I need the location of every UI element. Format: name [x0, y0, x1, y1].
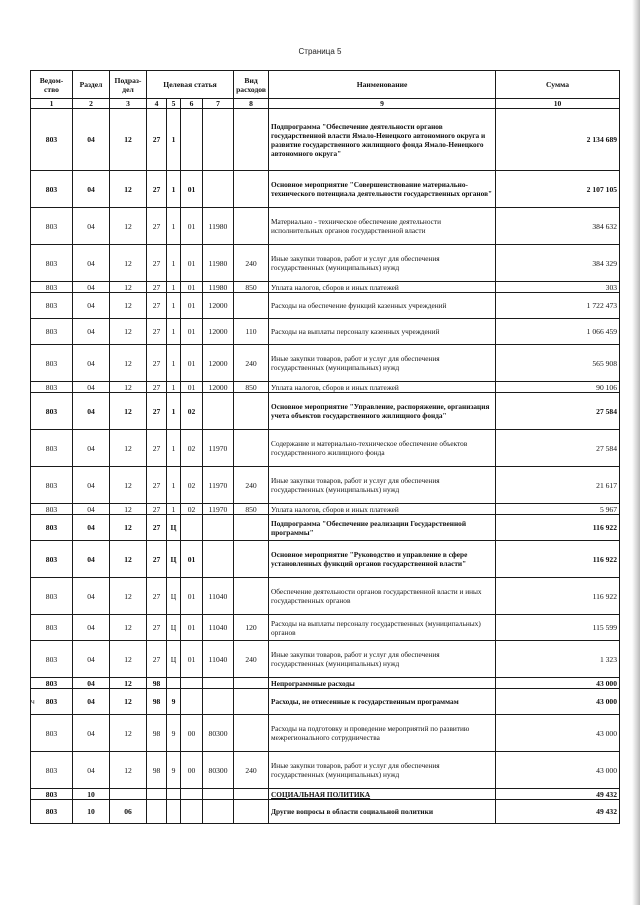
vedomstvo-cell: 803	[31, 208, 73, 245]
vid-rashodov-cell	[234, 293, 269, 319]
vedomstvo-cell: 803	[31, 393, 73, 430]
table-row	[31, 789, 620, 800]
podrazdel-cell: 12	[110, 641, 147, 678]
column-number: 7	[203, 99, 234, 109]
celevaya-part1-cell: 27	[147, 171, 167, 208]
podrazdel-cell: 12	[110, 467, 147, 504]
celevaya-part3-cell: 01	[181, 282, 203, 293]
razdel-cell: 04	[73, 245, 110, 282]
naimenovanie-cell: Расходы, не отнесенные к государственным программам	[269, 689, 496, 715]
celevaya-part3-cell: 01	[181, 319, 203, 345]
naimenovanie-cell: Иные закупки товаров, работ и услуг для обеспечения государственных (муниципальных) нужд	[269, 641, 496, 678]
summa-cell: 1 722 473	[496, 293, 620, 319]
summa-cell: 384 329	[496, 245, 620, 282]
celevaya-part4-cell: 11970	[203, 430, 234, 467]
column-number-row	[31, 99, 620, 109]
table-row	[31, 578, 620, 615]
summa-cell: 384 632	[496, 208, 620, 245]
vedomstvo-cell: 803	[31, 345, 73, 382]
table-row	[31, 504, 620, 515]
vedomstvo-cell: 803	[31, 319, 73, 345]
naimenovanie-cell: Уплата налогов, сборов и иных платежей	[269, 382, 496, 393]
margin-mark: ч	[31, 699, 35, 706]
podrazdel-cell: 12	[110, 541, 147, 578]
summa-cell: 116 922	[496, 515, 620, 541]
celevaya-part4-cell: 80300	[203, 715, 234, 752]
celevaya-part4-cell	[203, 689, 234, 715]
summa-cell: 5 967	[496, 504, 620, 515]
table-row	[31, 430, 620, 467]
podrazdel-cell	[110, 789, 147, 800]
celevaya-part3-cell	[181, 689, 203, 715]
razdel-cell: 04	[73, 515, 110, 541]
celevaya-part2-cell	[167, 800, 181, 824]
naimenovanie-cell: Расходы на подготовку и проведение мероприятий по развитию межрегионального сотрудничества	[269, 715, 496, 752]
summa-cell: 43 000	[496, 715, 620, 752]
header-razdel: Раздел	[73, 71, 110, 99]
celevaya-part1-cell: 27	[147, 208, 167, 245]
podrazdel-cell: 12	[110, 515, 147, 541]
celevaya-part2-cell: 1	[167, 430, 181, 467]
summa-cell: 115 599	[496, 615, 620, 641]
vid-rashodov-cell	[234, 689, 269, 715]
naimenovanie-cell: Иные закупки товаров, работ и услуг для обеспечения государственных (муниципальных) нужд	[269, 467, 496, 504]
celevaya-part4-cell: 11970	[203, 467, 234, 504]
summa-cell: 49 432	[496, 800, 620, 824]
table-row	[31, 800, 620, 824]
summa-cell: 565 908	[496, 345, 620, 382]
vedomstvo-cell: 803	[31, 293, 73, 319]
vid-rashodov-cell	[234, 800, 269, 824]
table-row	[31, 319, 620, 345]
podrazdel-cell: 12	[110, 689, 147, 715]
table-row	[31, 689, 620, 715]
header-celevaya-statya: Целевая статья	[147, 71, 234, 99]
celevaya-part1-cell: 27	[147, 319, 167, 345]
razdel-cell: 04	[73, 715, 110, 752]
vedomstvo-cell: 803	[31, 641, 73, 678]
celevaya-part2-cell: 1	[167, 504, 181, 515]
celevaya-part2-cell: 1	[167, 293, 181, 319]
column-number: 9	[269, 99, 496, 109]
podrazdel-cell: 12	[110, 393, 147, 430]
razdel-cell: 10	[73, 789, 110, 800]
naimenovanie-cell: Основное мероприятие "Совершенствование материально-технического потенциала деятельности государственных органов"	[269, 171, 496, 208]
naimenovanie-cell: Основное мероприятие "Управление, распоряжение, организация учета объектов государственного жилищного фонда"	[269, 393, 496, 430]
celevaya-part2-cell: 1	[167, 171, 181, 208]
celevaya-part2-cell: 1	[167, 467, 181, 504]
summa-cell: 49 432	[496, 789, 620, 800]
celevaya-part4-cell: 11040	[203, 615, 234, 641]
celevaya-part3-cell: 01	[181, 541, 203, 578]
celevaya-part1-cell: 27	[147, 515, 167, 541]
vid-rashodov-cell	[234, 208, 269, 245]
podrazdel-cell: 12	[110, 109, 147, 171]
razdel-cell: 04	[73, 578, 110, 615]
celevaya-part2-cell: 1	[167, 245, 181, 282]
celevaya-part3-cell	[181, 109, 203, 171]
celevaya-part1-cell: 27	[147, 293, 167, 319]
celevaya-part4-cell: 11970	[203, 504, 234, 515]
vedomstvo-cell: 803	[31, 430, 73, 467]
celevaya-part3-cell: 01	[181, 615, 203, 641]
celevaya-part1-cell: 27	[147, 282, 167, 293]
celevaya-part3-cell: 01	[181, 245, 203, 282]
vedomstvo-cell: 803	[31, 752, 73, 789]
celevaya-part4-cell: 11040	[203, 578, 234, 615]
razdel-cell: 04	[73, 541, 110, 578]
table-row	[31, 208, 620, 245]
vid-rashodov-cell: 120	[234, 615, 269, 641]
vedomstvo-cell: 803	[31, 245, 73, 282]
razdel-cell: 04	[73, 345, 110, 382]
podrazdel-cell: 12	[110, 430, 147, 467]
celevaya-part2-cell	[167, 678, 181, 689]
razdel-cell: 04	[73, 109, 110, 171]
celevaya-part2-cell: Ц	[167, 615, 181, 641]
naimenovanie-cell: Расходы на выплаты персоналу казенных учреждений	[269, 319, 496, 345]
column-number: 5	[167, 99, 181, 109]
table-row	[31, 282, 620, 293]
vid-rashodov-cell	[234, 430, 269, 467]
vid-rashodov-cell: 240	[234, 245, 269, 282]
celevaya-part4-cell	[203, 789, 234, 800]
table-row	[31, 678, 620, 689]
celevaya-part1-cell: 27	[147, 345, 167, 382]
vedomstvo-cell: 803	[31, 715, 73, 752]
podrazdel-cell: 12	[110, 504, 147, 515]
vid-rashodov-cell	[234, 171, 269, 208]
celevaya-part2-cell: 1	[167, 393, 181, 430]
celevaya-part2-cell: 1	[167, 282, 181, 293]
celevaya-part2-cell: Ц	[167, 541, 181, 578]
podrazdel-cell: 12	[110, 171, 147, 208]
razdel-cell: 04	[73, 467, 110, 504]
summa-cell: 2 134 689	[496, 109, 620, 171]
celevaya-part4-cell	[203, 515, 234, 541]
vedomstvo-cell: 803	[31, 171, 73, 208]
vid-rashodov-cell	[234, 715, 269, 752]
vedomstvo-cell: 803	[31, 504, 73, 515]
celevaya-part1-cell: 98	[147, 752, 167, 789]
celevaya-part4-cell	[203, 171, 234, 208]
celevaya-part3-cell: 01	[181, 171, 203, 208]
celevaya-part3-cell: 02	[181, 504, 203, 515]
summa-cell: 27 584	[496, 430, 620, 467]
podrazdel-cell: 12	[110, 678, 147, 689]
razdel-cell: 04	[73, 393, 110, 430]
celevaya-part1-cell: 27	[147, 504, 167, 515]
razdel-cell: 04	[73, 430, 110, 467]
podrazdel-cell: 12	[110, 345, 147, 382]
celevaya-part1-cell	[147, 789, 167, 800]
header-podrazdel: Подраз-дел	[110, 71, 147, 99]
celevaya-part1-cell: 27	[147, 578, 167, 615]
celevaya-part2-cell: Ц	[167, 641, 181, 678]
podrazdel-cell: 12	[110, 282, 147, 293]
table-row	[31, 715, 620, 752]
budget-table	[30, 70, 620, 824]
vedomstvo-cell: 803	[31, 678, 73, 689]
summa-cell: 43 000	[496, 689, 620, 715]
celevaya-part4-cell	[203, 393, 234, 430]
celevaya-part3-cell: 00	[181, 715, 203, 752]
podrazdel-cell: 12	[110, 382, 147, 393]
vedomstvo-cell: 803	[31, 615, 73, 641]
razdel-cell: 04	[73, 678, 110, 689]
razdel-cell: 04	[73, 641, 110, 678]
naimenovanie-cell: Непрограммные расходы	[269, 678, 496, 689]
table-row	[31, 171, 620, 208]
celevaya-part1-cell: 98	[147, 689, 167, 715]
vid-rashodov-cell: 240	[234, 641, 269, 678]
summa-cell: 27 584	[496, 393, 620, 430]
vedomstvo-cell: 803	[31, 689, 73, 715]
podrazdel-cell: 12	[110, 715, 147, 752]
celevaya-part4-cell	[203, 678, 234, 689]
table-row	[31, 245, 620, 282]
column-number: 4	[147, 99, 167, 109]
podrazdel-cell: 12	[110, 245, 147, 282]
table-row	[31, 382, 620, 393]
celevaya-part1-cell	[147, 800, 167, 824]
vid-rashodov-cell	[234, 541, 269, 578]
celevaya-part4-cell: 11980	[203, 208, 234, 245]
vid-rashodov-cell: 240	[234, 752, 269, 789]
podrazdel-cell: 12	[110, 578, 147, 615]
header-summa: Сумма	[496, 71, 620, 99]
celevaya-part2-cell: 1	[167, 109, 181, 171]
celevaya-part4-cell: 80300	[203, 752, 234, 789]
celevaya-part1-cell: 27	[147, 393, 167, 430]
vid-rashodov-cell: 240	[234, 345, 269, 382]
column-number: 10	[496, 99, 620, 109]
podrazdel-cell: 12	[110, 615, 147, 641]
naimenovanie-cell: Содержание и материально-техническое обеспечение объектов государственного жилищного фонда	[269, 430, 496, 467]
celevaya-part1-cell: 98	[147, 678, 167, 689]
vid-rashodov-cell: 850	[234, 382, 269, 393]
vedomstvo-cell: 803	[31, 789, 73, 800]
summa-cell: 90 106	[496, 382, 620, 393]
table-row	[31, 109, 620, 171]
vedomstvo-cell: 803	[31, 282, 73, 293]
summa-cell: 43 000	[496, 752, 620, 789]
celevaya-part2-cell	[167, 789, 181, 800]
celevaya-part2-cell: 1	[167, 382, 181, 393]
naimenovanie-cell: Подпрограмма "Обеспечение реализации Государственной программы"	[269, 515, 496, 541]
table-row	[31, 293, 620, 319]
table-row	[31, 345, 620, 382]
column-number: 2	[73, 99, 110, 109]
celevaya-part3-cell: 01	[181, 382, 203, 393]
page-number: Страница 5	[298, 47, 342, 56]
scan-edge-shadow	[632, 0, 640, 905]
summa-cell: 2 107 105	[496, 171, 620, 208]
naimenovanie-cell: Обеспечение деятельности органов государственной власти и иных государственных органов	[269, 578, 496, 615]
celevaya-part1-cell: 27	[147, 109, 167, 171]
razdel-cell: 04	[73, 689, 110, 715]
summa-cell: 116 922	[496, 541, 620, 578]
vid-rashodov-cell: 240	[234, 467, 269, 504]
razdel-cell: 04	[73, 282, 110, 293]
naimenovanie-cell: Другие вопросы в области социальной политики	[269, 800, 496, 824]
razdel-cell: 04	[73, 319, 110, 345]
vedomstvo-cell: 803	[31, 382, 73, 393]
celevaya-part1-cell: 98	[147, 715, 167, 752]
podrazdel-cell: 12	[110, 293, 147, 319]
razdel-cell: 10	[73, 800, 110, 824]
summa-cell: 43 000	[496, 678, 620, 689]
naimenovanie-cell: Иные закупки товаров, работ и услуг для обеспечения государственных (муниципальных) нужд	[269, 752, 496, 789]
header-vid-rashodov: Вид расходов	[234, 71, 269, 99]
column-number: 6	[181, 99, 203, 109]
celevaya-part3-cell: 00	[181, 752, 203, 789]
celevaya-part2-cell: 1	[167, 345, 181, 382]
vedomstvo-cell: 803	[31, 515, 73, 541]
celevaya-part4-cell	[203, 800, 234, 824]
vid-rashodov-cell: 850	[234, 504, 269, 515]
vid-rashodov-cell	[234, 678, 269, 689]
naimenovanie-cell: Уплата налогов, сборов и иных платежей	[269, 504, 496, 515]
celevaya-part3-cell: 01	[181, 208, 203, 245]
table-row	[31, 641, 620, 678]
header-vedomstvo: Ведом-ство	[31, 71, 73, 99]
razdel-cell: 04	[73, 208, 110, 245]
header-row	[31, 71, 620, 99]
celevaya-part1-cell: 27	[147, 615, 167, 641]
table-body	[31, 109, 620, 824]
celevaya-part3-cell	[181, 678, 203, 689]
table-row	[31, 393, 620, 430]
summa-cell: 1 323	[496, 641, 620, 678]
vedomstvo-cell: 803	[31, 541, 73, 578]
vedomstvo-cell: 803	[31, 800, 73, 824]
celevaya-part4-cell: 12000	[203, 319, 234, 345]
celevaya-part4-cell: 12000	[203, 345, 234, 382]
naimenovanie-cell: Основное мероприятие "Руководство и управление в сфере установленных функций органов государственной власти"	[269, 541, 496, 578]
vid-rashodov-cell: 850	[234, 282, 269, 293]
celevaya-part4-cell: 12000	[203, 382, 234, 393]
celevaya-part2-cell: 1	[167, 208, 181, 245]
razdel-cell: 04	[73, 171, 110, 208]
celevaya-part4-cell: 12000	[203, 293, 234, 319]
celevaya-part4-cell	[203, 109, 234, 171]
naimenovanie-cell: СОЦИАЛЬНАЯ ПОЛИТИКА	[269, 789, 496, 800]
header-naimenovanie: Наименование	[269, 71, 496, 99]
naimenovanie-cell: Иные закупки товаров, работ и услуг для обеспечения государственных (муниципальных) нужд	[269, 245, 496, 282]
naimenovanie-cell: Уплата налогов, сборов и иных платежей	[269, 282, 496, 293]
podrazdel-cell: 12	[110, 208, 147, 245]
vedomstvo-cell: 803	[31, 467, 73, 504]
celevaya-part3-cell: 02	[181, 467, 203, 504]
celevaya-part3-cell: 01	[181, 641, 203, 678]
celevaya-part3-cell	[181, 515, 203, 541]
celevaya-part2-cell: 9	[167, 715, 181, 752]
naimenovanie-cell: Подпрограмма "Обеспечение деятельности органов государственной власти Ямало-Ненецкого автономного округа и развитие государственного жилищного фонда Ямало-Ненецкого автономного округа"	[269, 109, 496, 171]
table-row	[31, 615, 620, 641]
celevaya-part3-cell	[181, 800, 203, 824]
celevaya-part3-cell	[181, 789, 203, 800]
celevaya-part3-cell: 01	[181, 293, 203, 319]
summa-cell: 21 617	[496, 467, 620, 504]
celevaya-part4-cell: 11980	[203, 282, 234, 293]
vid-rashodov-cell	[234, 789, 269, 800]
celevaya-part2-cell: 1	[167, 319, 181, 345]
celevaya-part3-cell: 02	[181, 430, 203, 467]
razdel-cell: 04	[73, 752, 110, 789]
celevaya-part3-cell: 01	[181, 578, 203, 615]
column-number: 3	[110, 99, 147, 109]
vedomstvo-cell: 803	[31, 109, 73, 171]
razdel-cell: 04	[73, 504, 110, 515]
celevaya-part1-cell: 27	[147, 430, 167, 467]
celevaya-part2-cell: 9	[167, 689, 181, 715]
summa-cell: 303	[496, 282, 620, 293]
celevaya-part4-cell: 11040	[203, 641, 234, 678]
razdel-cell: 04	[73, 615, 110, 641]
celevaya-part2-cell: 9	[167, 752, 181, 789]
celevaya-part1-cell: 27	[147, 641, 167, 678]
vid-rashodov-cell	[234, 515, 269, 541]
table-row	[31, 467, 620, 504]
celevaya-part4-cell: 11980	[203, 245, 234, 282]
razdel-cell: 04	[73, 382, 110, 393]
naimenovanie-cell: Расходы на выплаты персоналу государственных (муниципальных) органов	[269, 615, 496, 641]
naimenovanie-cell: Расходы на обеспечение функций казенных учреждений	[269, 293, 496, 319]
celevaya-part2-cell: Ц	[167, 578, 181, 615]
table-row	[31, 752, 620, 789]
vid-rashodov-cell: 110	[234, 319, 269, 345]
celevaya-part3-cell: 01	[181, 345, 203, 382]
celevaya-part1-cell: 27	[147, 541, 167, 578]
podrazdel-cell: 06	[110, 800, 147, 824]
naimenovanie-cell: Материально - техническое обеспечение деятельности исполнительных органов государственной власти	[269, 208, 496, 245]
vid-rashodov-cell	[234, 393, 269, 430]
vedomstvo-cell: 803	[31, 578, 73, 615]
podrazdel-cell: 12	[110, 319, 147, 345]
celevaya-part1-cell: 27	[147, 467, 167, 504]
summa-cell: 1 066 459	[496, 319, 620, 345]
vid-rashodov-cell	[234, 109, 269, 171]
razdel-cell: 04	[73, 293, 110, 319]
celevaya-part1-cell: 27	[147, 245, 167, 282]
celevaya-part4-cell	[203, 541, 234, 578]
vid-rashodov-cell	[234, 578, 269, 615]
podrazdel-cell: 12	[110, 752, 147, 789]
naimenovanie-cell: Иные закупки товаров, работ и услуг для обеспечения государственных (муниципальных) нужд	[269, 345, 496, 382]
summa-cell: 116 922	[496, 578, 620, 615]
table-row	[31, 515, 620, 541]
column-number: 1	[31, 99, 73, 109]
celevaya-part2-cell: Ц	[167, 515, 181, 541]
table-row	[31, 541, 620, 578]
celevaya-part3-cell: 02	[181, 393, 203, 430]
celevaya-part1-cell: 27	[147, 382, 167, 393]
column-number: 8	[234, 99, 269, 109]
